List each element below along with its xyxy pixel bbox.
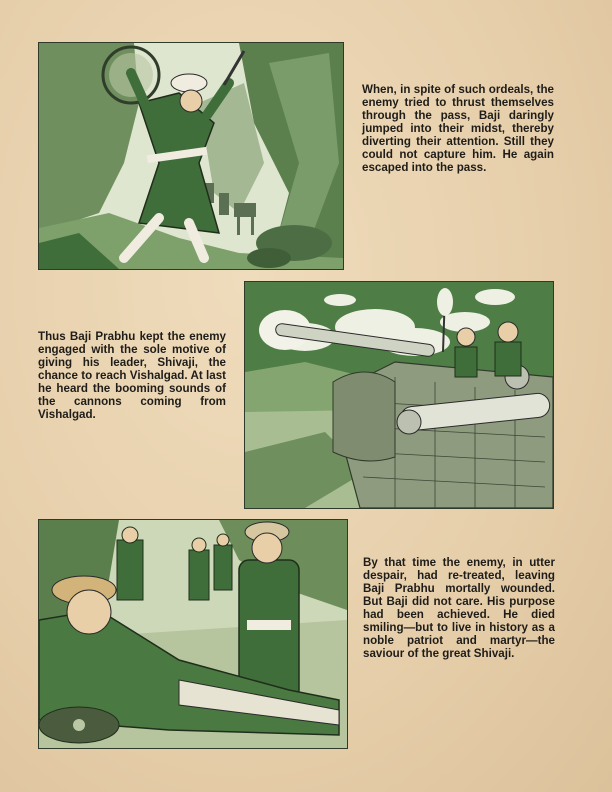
wounded-warrior-image xyxy=(39,520,347,748)
warrior-leaping-image xyxy=(39,43,343,269)
caption-panel-3: By that time the enemy, in utter despair, had re-treated, leaving Baji Prabhu mortally wounded. But Baji did not care. His purpose had been achieved. He died smiling—but to live in history as a noble patriot and martyr—the saviour of the great Shivaji. xyxy=(363,556,555,660)
caption-panel-1: When, in spite of such ordeals, the enemy tried to thrust themselves through the pass, Baji daringly jumped into their midst, thereby diverting their attention. Still they could not capture him. He again escaped into the pass. xyxy=(362,83,554,174)
caption-panel-2: Thus Baji Prabhu kept the enemy engaged with the sole motive of giving his leader, Shivaji, the chance to reach Vishalgad. At last he heard the booming sounds of the cannons coming from Vishalgad. xyxy=(38,330,226,421)
cannons-image xyxy=(245,282,553,508)
illustration-wounded-warrior xyxy=(38,519,348,749)
illustration-cannons-firing xyxy=(244,281,554,509)
illustration-warrior-leaping xyxy=(38,42,344,270)
